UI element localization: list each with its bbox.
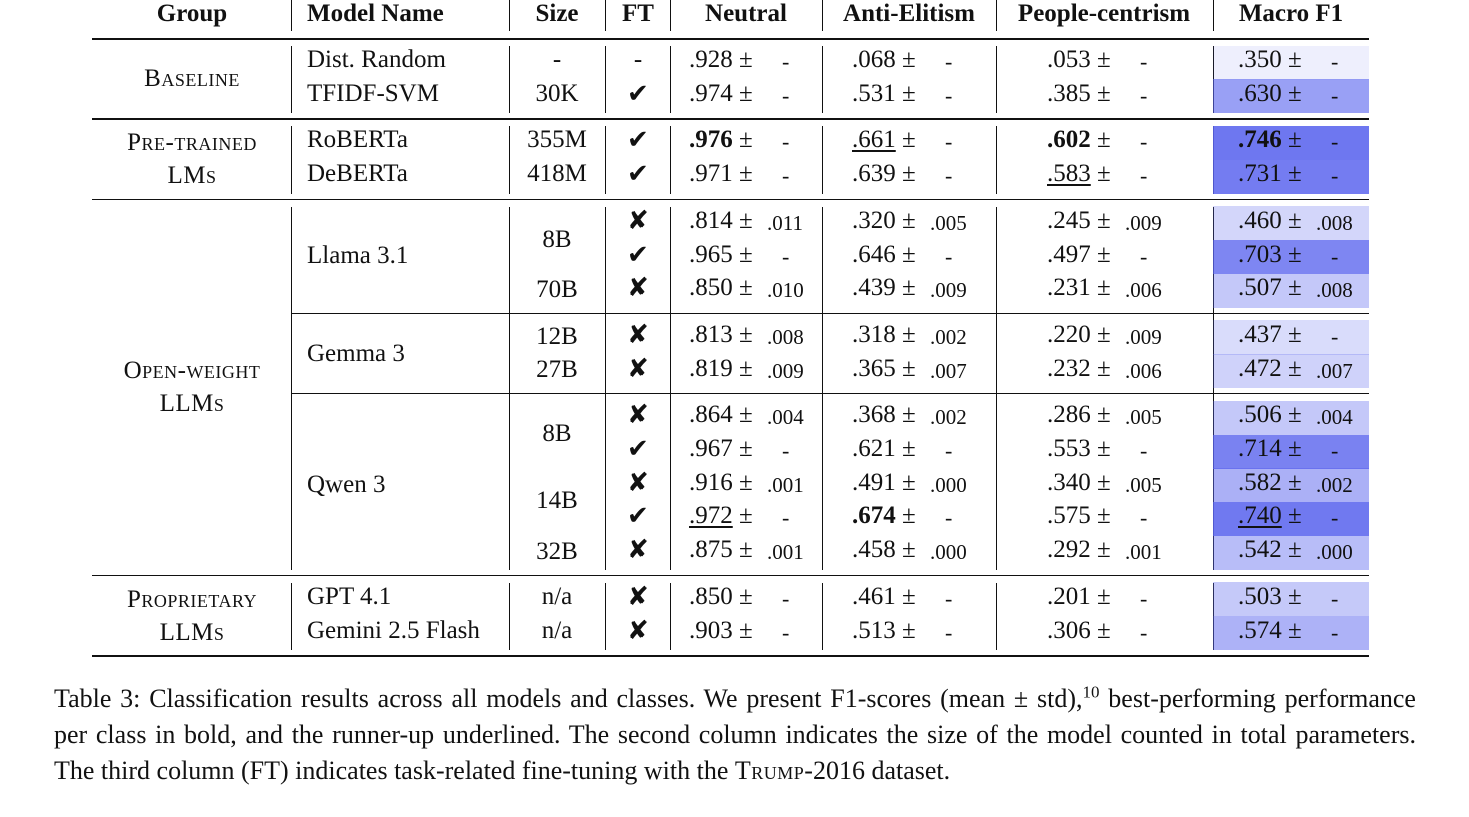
caption-text-1: Table 3: Classification results across all models and classes. We present F1-scores (mean ± std), (54, 684, 1083, 713)
model-name: Gemma 3 (307, 339, 405, 367)
dataset-name: Trump (734, 756, 805, 785)
caption-text-2: best-performing performance per class in bold, and the runner-up underlined. The second column indicates the size of the model counted in total parameters. The third column (FT) indicates task-related fine-tuning with the (54, 684, 1416, 785)
plus-minus-sign: ± (739, 240, 753, 268)
plus-minus-sign: ± (739, 401, 753, 429)
anti-std: .007 (930, 358, 967, 383)
plus-minus-sign: ± (739, 79, 753, 107)
model-name: Qwen 3 (307, 470, 386, 498)
column-separator (996, 126, 997, 193)
plus-minus-sign: ± (1288, 79, 1302, 107)
model-size: 32B (536, 537, 578, 565)
people-mean: .602 (1047, 126, 1091, 154)
plus-minus-sign: ± (739, 206, 753, 234)
cross-icon: ✘ (627, 615, 649, 646)
plus-minus-sign: ± (1097, 401, 1111, 429)
model-size: 27B (536, 356, 578, 384)
model-size: 70B (536, 276, 578, 304)
neutral-mean: .850 (689, 274, 733, 302)
people-mean: .583 (1047, 160, 1091, 188)
plus-minus-sign: ± (1097, 126, 1111, 154)
macro-std: - (1331, 163, 1339, 189)
model-size: 14B (536, 487, 578, 515)
neutral-mean: .814 (689, 206, 733, 234)
table-rule (291, 393, 1369, 394)
neutral-std: .001 (767, 472, 804, 497)
plus-minus-sign: ± (902, 401, 916, 429)
model-size: 8B (542, 420, 572, 447)
neutral-mean: .928 (689, 46, 733, 73)
plus-minus-sign: ± (1288, 468, 1302, 496)
anti-std: - (945, 438, 953, 463)
table-caption (54, 681, 1416, 789)
column-separator (605, 0, 606, 31)
neutral-mean: .974 (689, 79, 733, 107)
neutral-std: .010 (767, 278, 804, 303)
people-std: - (1140, 438, 1148, 463)
neutral-std: .008 (767, 324, 804, 349)
anti-std: - (945, 505, 953, 531)
anti-mean: .318 (852, 320, 896, 348)
macro-mean: .740 (1238, 502, 1282, 530)
plus-minus-sign: ± (739, 354, 753, 382)
macro-std: - (1331, 585, 1339, 611)
people-mean: .232 (1047, 354, 1091, 382)
column-separator (822, 207, 823, 570)
table-rule (92, 199, 1369, 201)
footnote-marker: 10 (1082, 682, 1100, 702)
column-separator (996, 207, 997, 570)
group-label: LMs (167, 162, 217, 190)
anti-mean: .461 (852, 582, 896, 610)
plus-minus-sign: ± (1288, 582, 1302, 610)
anti-mean: .661 (852, 126, 896, 154)
group-label: LLMs (159, 390, 225, 418)
plus-minus-sign: ± (739, 274, 753, 302)
anti-mean: .531 (852, 79, 896, 107)
table-rule (92, 655, 1369, 657)
plus-minus-sign: ± (1097, 160, 1111, 188)
people-std: - (1140, 585, 1148, 611)
macro-mean: .574 (1238, 616, 1282, 644)
plus-minus-sign: ± (1288, 502, 1302, 530)
macro-std: - (1331, 323, 1339, 349)
macro-mean: .472 (1238, 354, 1282, 382)
macro-std: .008 (1316, 210, 1353, 235)
model-name: RoBERTa (307, 126, 408, 154)
neutral-mean: .965 (689, 240, 733, 268)
macro-mean: .503 (1238, 582, 1282, 610)
model-size: 30K (535, 79, 579, 107)
neutral-mean: .916 (689, 468, 733, 496)
model-name: Gemini 2.5 Flash (307, 616, 480, 644)
plus-minus-sign: ± (1288, 240, 1302, 268)
plus-minus-sign: ± (1288, 206, 1302, 234)
neutral-std: .009 (767, 358, 804, 383)
plus-minus-sign: ± (902, 468, 916, 496)
people-mean: .340 (1047, 468, 1091, 496)
people-mean: .220 (1047, 320, 1091, 348)
anti-std: .000 (930, 472, 967, 497)
model-name: TFIDF-SVM (307, 79, 439, 107)
column-separator (996, 0, 997, 31)
plus-minus-sign: ± (1097, 536, 1111, 564)
macro-mean: .506 (1238, 401, 1282, 429)
model-name: Llama 3.1 (307, 242, 409, 270)
people-std: - (1140, 505, 1148, 531)
plus-minus-sign: ± (1097, 79, 1111, 107)
anti-std: .002 (930, 324, 967, 349)
macro-std: .007 (1316, 358, 1353, 383)
plus-minus-sign: ± (1097, 502, 1111, 530)
people-mean: .575 (1047, 502, 1091, 530)
model-size: - (552, 46, 562, 73)
model-name: DeBERTa (307, 160, 408, 188)
cross-icon: ✘ (627, 581, 649, 612)
plus-minus-sign: ± (902, 320, 916, 348)
plus-minus-sign: ± (739, 160, 753, 188)
plus-minus-sign: ± (1097, 435, 1111, 462)
neutral-mean: .813 (689, 320, 733, 348)
neutral-std: - (782, 49, 790, 74)
people-mean: .286 (1047, 401, 1091, 429)
anti-mean: .646 (852, 240, 896, 268)
people-mean: .553 (1047, 435, 1091, 462)
column-separator (291, 0, 292, 31)
column-header-size: Size (535, 0, 579, 27)
neutral-std: .004 (767, 405, 804, 430)
neutral-std: - (782, 82, 790, 108)
column-header-macro-f1: Macro F1 (1238, 0, 1344, 27)
macro-std: - (1331, 619, 1339, 645)
table-rule (92, 575, 1369, 577)
table-rule (92, 118, 1369, 120)
people-std: - (1140, 49, 1148, 74)
neutral-mean: .967 (689, 435, 733, 462)
model-size: 12B (536, 322, 578, 350)
macro-mean: .746 (1238, 126, 1282, 154)
column-separator (996, 46, 997, 113)
anti-mean: .458 (852, 536, 896, 564)
people-mean: .201 (1047, 582, 1091, 610)
macro-mean: .542 (1238, 536, 1282, 564)
plus-minus-sign: ± (902, 354, 916, 382)
plus-minus-sign: ± (1097, 206, 1111, 234)
macro-std: - (1331, 49, 1339, 74)
anti-std: - (945, 163, 953, 189)
plus-minus-sign: ± (902, 536, 916, 564)
plus-minus-sign: ± (1288, 536, 1302, 564)
group-label: Proprietary (127, 585, 257, 613)
plus-minus-sign: ± (1288, 435, 1302, 462)
caption-text-3: -2016 dataset. (804, 756, 951, 785)
plus-minus-sign: ± (1288, 401, 1302, 429)
column-header-anti-elitism: Anti-Elitism (843, 0, 975, 27)
macro-std: .000 (1316, 540, 1353, 565)
macro-mean: .350 (1238, 46, 1282, 73)
people-std: .005 (1125, 405, 1162, 430)
model-size: 355M (527, 126, 587, 154)
anti-std: .002 (930, 405, 967, 430)
plus-minus-sign: ± (1288, 274, 1302, 302)
plus-minus-sign: ± (1288, 616, 1302, 644)
anti-std: - (945, 129, 953, 155)
plus-minus-sign: ± (1097, 46, 1111, 73)
group-label: Pre-trained (127, 129, 257, 157)
fine-tuning-flag: - (633, 46, 643, 73)
anti-std: .005 (930, 210, 967, 235)
macro-std: .004 (1316, 405, 1353, 430)
anti-std: - (945, 243, 953, 269)
column-separator (291, 207, 292, 570)
people-std: - (1140, 82, 1148, 108)
plus-minus-sign: ± (902, 79, 916, 107)
cross-icon: ✘ (627, 205, 649, 236)
macro-mean: .507 (1238, 274, 1282, 302)
anti-std: - (945, 82, 953, 108)
table-rule (291, 313, 1369, 314)
plus-minus-sign: ± (902, 502, 916, 530)
plus-minus-sign: ± (739, 616, 753, 644)
neutral-std: - (782, 163, 790, 189)
people-mean: .385 (1047, 79, 1091, 107)
group-label: Open-weight (123, 357, 261, 385)
macro-std: .002 (1316, 472, 1353, 497)
cross-icon: ✘ (627, 467, 649, 498)
anti-mean: .365 (852, 354, 896, 382)
plus-minus-sign: ± (1288, 160, 1302, 188)
people-mean: .292 (1047, 536, 1091, 564)
plus-minus-sign: ± (1097, 468, 1111, 496)
macro-mean: .630 (1238, 79, 1282, 107)
model-name: Dist. Random (307, 46, 446, 73)
macro-std: - (1331, 243, 1339, 269)
neutral-mean: .864 (689, 401, 733, 429)
macro-mean: .460 (1238, 206, 1282, 234)
plus-minus-sign: ± (902, 240, 916, 268)
anti-mean: .674 (852, 502, 896, 530)
table-rule (92, 38, 1369, 40)
anti-mean: .639 (852, 160, 896, 188)
anti-std: - (945, 585, 953, 611)
people-std: - (1140, 243, 1148, 269)
plus-minus-sign: ± (1288, 46, 1302, 73)
people-mean: .231 (1047, 274, 1091, 302)
plus-minus-sign: ± (902, 126, 916, 154)
people-mean: .053 (1047, 46, 1091, 73)
people-mean: .306 (1047, 616, 1091, 644)
neutral-std: - (782, 129, 790, 155)
plus-minus-sign: ± (902, 160, 916, 188)
model-size: 418M (527, 160, 587, 188)
plus-minus-sign: ± (739, 502, 753, 530)
macro-mean: .714 (1238, 435, 1282, 462)
plus-minus-sign: ± (739, 582, 753, 610)
plus-minus-sign: ± (739, 320, 753, 348)
neutral-mean: .875 (689, 536, 733, 564)
column-separator (822, 583, 823, 650)
anti-std: - (945, 49, 953, 74)
check-icon: ✔ (627, 239, 649, 270)
people-std: .006 (1125, 358, 1162, 383)
plus-minus-sign: ± (1288, 320, 1302, 348)
check-icon: ✔ (627, 125, 649, 156)
check-icon: ✔ (627, 78, 649, 109)
model-name: GPT 4.1 (307, 582, 392, 610)
anti-mean: .320 (852, 206, 896, 234)
people-std: - (1140, 163, 1148, 189)
plus-minus-sign: ± (1288, 126, 1302, 154)
neutral-std: - (782, 438, 790, 463)
neutral-std: .001 (767, 540, 804, 565)
cross-icon: ✘ (627, 273, 649, 304)
anti-std: - (945, 619, 953, 645)
anti-mean: .068 (852, 46, 896, 73)
cross-icon: ✘ (627, 400, 649, 431)
model-size: 8B (542, 225, 572, 253)
model-size: n/a (541, 616, 573, 644)
column-header-group: Group (156, 0, 228, 27)
column-separator (996, 583, 997, 650)
plus-minus-sign: ± (902, 582, 916, 610)
people-std: .009 (1125, 210, 1162, 235)
people-std: - (1140, 129, 1148, 155)
column-header-model-name: Model Name (307, 0, 444, 27)
cross-icon: ✘ (627, 535, 649, 566)
plus-minus-sign: ± (739, 435, 753, 462)
cross-icon: ✘ (627, 319, 649, 350)
people-std: .006 (1125, 278, 1162, 303)
neutral-mean: .903 (689, 616, 733, 644)
plus-minus-sign: ± (739, 126, 753, 154)
plus-minus-sign: ± (739, 46, 753, 73)
people-std: .009 (1125, 324, 1162, 349)
people-std: - (1140, 619, 1148, 645)
plus-minus-sign: ± (739, 536, 753, 564)
plus-minus-sign: ± (1097, 240, 1111, 268)
anti-mean: .368 (852, 401, 896, 429)
check-icon: ✔ (627, 501, 649, 532)
column-separator (509, 0, 510, 31)
macro-mean: .703 (1238, 240, 1282, 268)
people-std: .005 (1125, 472, 1162, 497)
plus-minus-sign: ± (1097, 354, 1111, 382)
plus-minus-sign: ± (739, 468, 753, 496)
check-icon: ✔ (627, 434, 649, 464)
neutral-mean: .976 (689, 126, 733, 154)
column-header-neutral: Neutral (705, 0, 787, 27)
model-size: n/a (541, 582, 573, 610)
neutral-std: - (782, 243, 790, 269)
anti-mean: .621 (852, 435, 896, 462)
anti-std: .009 (930, 278, 967, 303)
plus-minus-sign: ± (1288, 354, 1302, 382)
macro-mean: .582 (1238, 468, 1282, 496)
macro-std: - (1331, 505, 1339, 531)
neutral-mean: .971 (689, 160, 733, 188)
group-label: LLMs (159, 618, 225, 646)
anti-mean: .491 (852, 468, 896, 496)
plus-minus-sign: ± (902, 435, 916, 462)
people-mean: .245 (1047, 206, 1091, 234)
macro-std: - (1331, 129, 1339, 155)
macro-std: .008 (1316, 278, 1353, 303)
column-header-ft: FT (622, 0, 654, 27)
macro-mean: .731 (1238, 160, 1282, 188)
anti-std: .000 (930, 540, 967, 565)
plus-minus-sign: ± (1097, 616, 1111, 644)
column-separator (822, 0, 823, 31)
macro-mean: .437 (1238, 320, 1282, 348)
plus-minus-sign: ± (1097, 320, 1111, 348)
macro-std: - (1331, 82, 1339, 108)
column-separator (1213, 0, 1214, 31)
macro-std: - (1331, 438, 1339, 463)
neutral-std: - (782, 585, 790, 611)
neutral-mean: .972 (689, 502, 733, 530)
plus-minus-sign: ± (902, 206, 916, 234)
cross-icon: ✘ (627, 353, 649, 384)
people-mean: .497 (1047, 240, 1091, 268)
anti-mean: .439 (852, 274, 896, 302)
neutral-std: - (782, 505, 790, 531)
neutral-std: - (782, 619, 790, 645)
neutral-std: .011 (767, 210, 803, 235)
anti-mean: .513 (852, 616, 896, 644)
column-header-people-centrism: People-centrism (1017, 0, 1191, 27)
plus-minus-sign: ± (902, 274, 916, 302)
neutral-mean: .819 (689, 354, 733, 382)
neutral-mean: .850 (689, 582, 733, 610)
column-separator (822, 126, 823, 193)
people-std: .001 (1125, 540, 1162, 565)
group-label: Baseline (144, 65, 240, 93)
plus-minus-sign: ± (902, 46, 916, 73)
column-separator (670, 0, 671, 31)
plus-minus-sign: ± (902, 616, 916, 644)
plus-minus-sign: ± (1097, 582, 1111, 610)
check-icon: ✔ (627, 159, 649, 190)
plus-minus-sign: ± (1097, 274, 1111, 302)
